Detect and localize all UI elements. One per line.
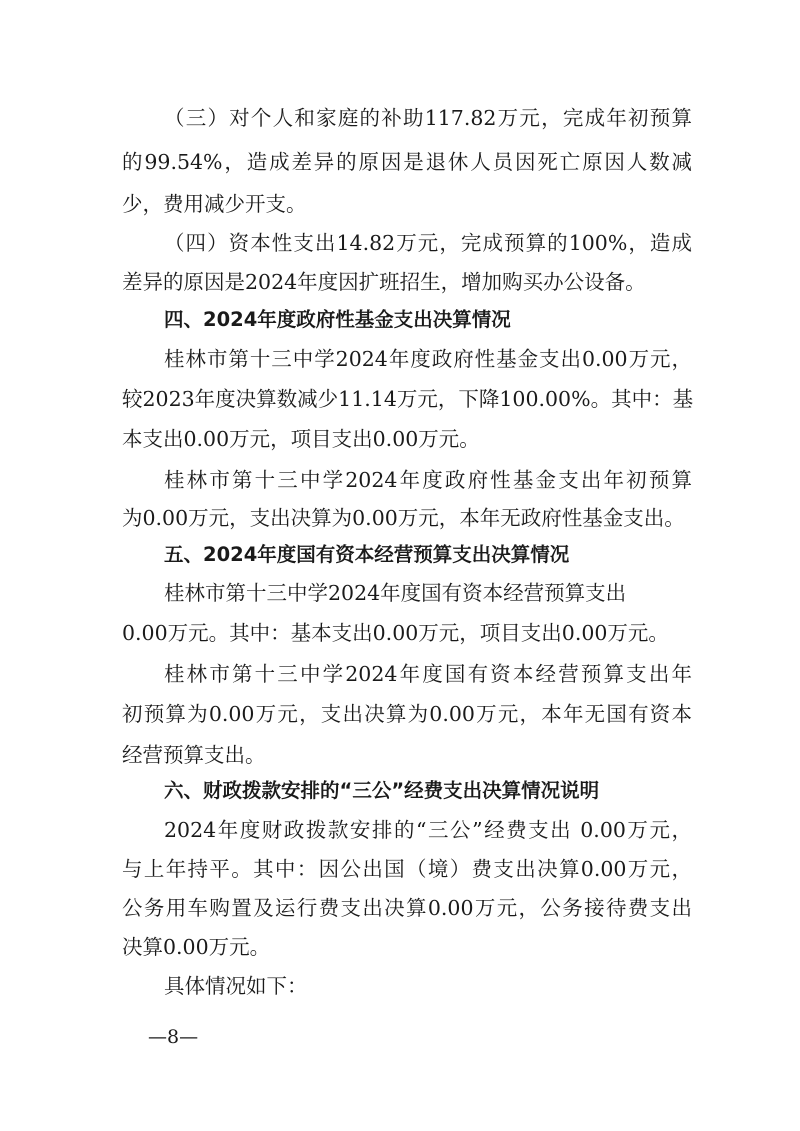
paragraph-line: 与上年持平。其中：因公出国（境）费支出决算0.00万元， — [122, 857, 692, 881]
paragraph-line: 桂林市第十三中学2024年度国有资本经营预算支出年 — [164, 662, 692, 686]
paragraph-line: 的99.54%，造成差异的原因是退休人员因死亡原因人数减 — [122, 150, 692, 174]
page-number: —8— — [148, 1026, 199, 1048]
section-heading-5: 五、2024年度国有资本经营预算支出决算情况 — [164, 543, 570, 566]
paragraph-line: （三）对个人和家庭的补助117.82万元，完成年初预算 — [164, 106, 692, 130]
paragraph-line: 为0.00万元，支出决算为0.00万元，本年无政府性基金支出。 — [122, 506, 685, 530]
paragraph-line: 经营预算支出。 — [122, 743, 266, 767]
paragraph-line: 本支出0.00万元，项目支出0.00万元。 — [122, 427, 480, 451]
paragraph-line: 公务用车购置及运行费支出决算0.00万元，公务接待费支出 — [122, 896, 692, 920]
paragraph-line: 初预算为0.00万元，支出决算为0.00万元，本年无国有资本 — [122, 702, 692, 726]
section-heading-4: 四、2024年度政府性基金支出决算情况 — [164, 308, 511, 331]
paragraph-line: 2024年度财政拨款安排的“三公”经费支出 0.00万元， — [164, 818, 692, 842]
paragraph-line: 差异的原因是2024年度因扩班招生，增加购买办公设备。 — [122, 270, 646, 294]
paragraph-line: 少，费用减少开支。 — [122, 192, 307, 216]
paragraph-line: 桂林市第十三中学2024年度政府性基金支出年初预算 — [164, 468, 692, 492]
paragraph-line: 桂林市第十三中学2024年度政府性基金支出0.00万元， — [164, 347, 692, 371]
paragraph-line: 较2023年度决算数减少11.14万元，下降100.00%。其中：基 — [122, 387, 694, 411]
paragraph-line: （四）资本性支出14.82万元，完成预算的100%，造成 — [164, 231, 692, 255]
paragraph-line: 具体情况如下： — [164, 974, 308, 998]
paragraph-line: 桂林市第十三中学2024年度国有资本经营预算支出 — [164, 581, 627, 605]
section-heading-6: 六、财政拨款安排的“三公”经费支出决算情况说明 — [164, 779, 600, 802]
paragraph-line: 决算0.00万元。 — [122, 935, 271, 959]
paragraph-line: 0.00万元。其中：基本支出0.00万元，项目支出0.00万元。 — [122, 621, 669, 645]
